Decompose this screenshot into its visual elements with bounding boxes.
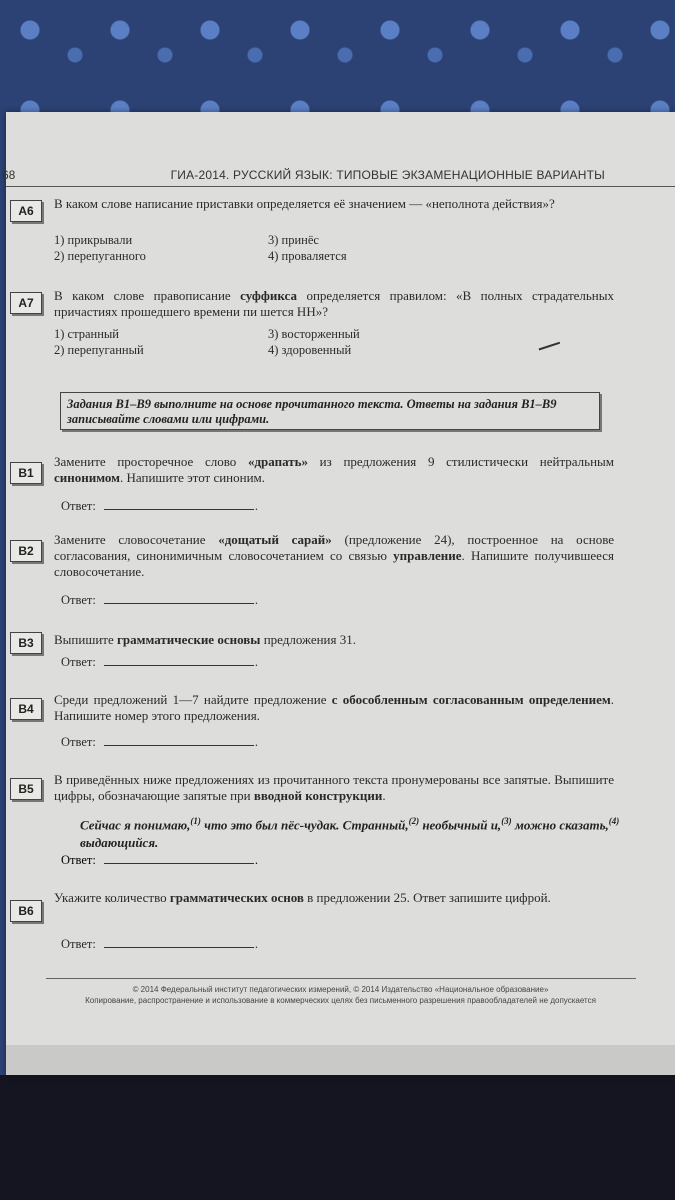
text-bold: грамматических основ [169, 890, 304, 905]
question-label: А6 [10, 200, 42, 222]
question-text: В каком слове написание приставки определяется её значением — «неполнота действия»? [54, 196, 555, 211]
answer-label: Ответ: [61, 853, 96, 867]
answer-line[interactable] [104, 592, 254, 604]
text-part: что это был пёс-чудак. Странный, [200, 817, 409, 833]
text-bold: грамматические основы [117, 632, 261, 647]
page-edge [6, 1045, 675, 1075]
text-part: (предложение 24), построенное на основе согласования, синонимичным словосочетанием со связью [54, 532, 615, 563]
exam-page [2, 112, 675, 1075]
text-part: Сейчас я понимаю, [80, 817, 191, 833]
comma-number: (2) [408, 816, 420, 826]
option-4: 4) проваляется [268, 249, 347, 263]
text-part: . [382, 788, 386, 803]
copyright-notice: Копирование, распространение и использование в коммерческих целях без письменного разрешения правообладателей не допускается [85, 996, 596, 1005]
answer-dot: . [254, 735, 258, 749]
question-text [54, 454, 614, 486]
option-2: 2) перепуганный [54, 343, 144, 357]
answer-line[interactable] [104, 936, 254, 948]
text-bold: синонимом [54, 470, 121, 485]
text-part: из предложения 9 стилистически нейтральным [308, 454, 614, 469]
page-title: ГИА-2014. РУССКИЙ ЯЗЫК: ТИПОВЫЕ ЭКЗАМЕНАЦИОННЫЕ ВАРИАНТЫ [170, 168, 605, 182]
answer-label: Ответ: [61, 499, 96, 513]
answer-label: Ответ: [61, 937, 96, 951]
text-part: необычный и, [419, 817, 502, 833]
text-part: Среди предложений 1—7 найдите предложение [54, 692, 332, 707]
copyright-footer [6, 984, 675, 1006]
answer-field[interactable] [61, 498, 258, 514]
answer-dot: . [254, 499, 258, 513]
pen-mark [539, 342, 562, 355]
text-part: Укажите количество [54, 890, 170, 905]
text-part: определяется правилом: «В полных страдательных причастиях прошедшего времени пи шется НН»? [54, 288, 615, 319]
question-text [54, 890, 614, 906]
text-bold: «дощатый сарай» [218, 532, 332, 547]
text-part: в предложении 25. Ответ запишите цифрой. [303, 890, 551, 905]
text-part: В приведённых ниже предложениях из прочитанного текста пронумерованы все запятые. Выпишите цифры, обозначающие запятые при [54, 772, 614, 803]
answer-line[interactable] [104, 852, 254, 864]
question-label: В6 [10, 900, 42, 922]
text-bold: «драпать» [247, 454, 308, 469]
text-part: предложения 31. [260, 632, 356, 647]
question-text [54, 772, 614, 804]
answer-field[interactable] [61, 852, 258, 868]
option-3: 3) принёс [268, 233, 319, 247]
answer-label: Ответ: [61, 735, 96, 749]
question-label: А7 [10, 292, 42, 314]
question-label: В1 [10, 462, 42, 484]
answer-line[interactable] [104, 654, 254, 666]
question-label: В4 [10, 698, 42, 720]
option-2: 2) перепуганного [54, 249, 146, 263]
text-part: . Напишите этот синоним. [120, 470, 266, 485]
text-part: выдающийся. [80, 835, 159, 851]
question-label: В3 [10, 632, 42, 654]
option-1: 1) прикрывали [54, 233, 133, 247]
comma-number: (3) [501, 816, 512, 826]
text-bold: с обособленным согласованным определением [331, 692, 611, 707]
question-text [54, 692, 614, 724]
answer-field[interactable] [61, 592, 258, 608]
dark-surface [0, 1075, 675, 1200]
answer-label: Ответ: [61, 593, 96, 607]
text-part: . Напишите получившееся словосочетание. [54, 548, 614, 579]
comma-number: (1) [190, 816, 201, 826]
text-bold: управление [393, 548, 462, 563]
question-text [54, 632, 614, 648]
option-3: 3) восторженный [268, 327, 360, 341]
answer-line[interactable] [104, 734, 254, 746]
question-text [54, 532, 614, 580]
footer-divider [46, 978, 636, 979]
answer-dot: . [254, 593, 258, 607]
question-text [54, 288, 614, 320]
instruction-box: Задания В1–В9 выполните на основе прочитанного текста. Ответы на задания В1–В9 записывайте словами или цифрами. [60, 392, 600, 430]
answer-field[interactable] [61, 734, 258, 750]
question-label: В2 [10, 540, 42, 562]
text-part: можно сказать, [511, 817, 609, 833]
page-number: 68 [2, 168, 16, 182]
text-part: Замените словосочетание [54, 532, 219, 547]
text-part: В каком слове правописание [54, 288, 241, 303]
answer-dot: . [254, 655, 258, 669]
comma-number: (4) [608, 816, 620, 826]
option-1: 1) странный [54, 327, 119, 341]
answer-field[interactable] [61, 936, 258, 952]
answer-label: Ответ: [61, 655, 96, 669]
copyright-line: © 2014 Федеральный институт педагогических измерений, © 2014 Издательство «Национальное образование» [132, 985, 549, 994]
answer-dot: . [254, 853, 258, 867]
text-part: Выпишите [54, 632, 117, 647]
answer-dot: . [254, 937, 258, 951]
answer-line[interactable] [104, 498, 254, 510]
page-header [2, 164, 675, 187]
option-4: 4) здоровенный [268, 343, 352, 357]
text-bold: суффикса [240, 288, 297, 303]
text-part: Замените просторечное слово [54, 454, 248, 469]
answer-field[interactable] [61, 654, 258, 670]
text-bold: вводной конструкции [253, 788, 383, 803]
question-label: В5 [10, 778, 42, 800]
text-part: . Напишите номер этого предложения. [54, 692, 614, 723]
example-sentence [80, 812, 640, 852]
